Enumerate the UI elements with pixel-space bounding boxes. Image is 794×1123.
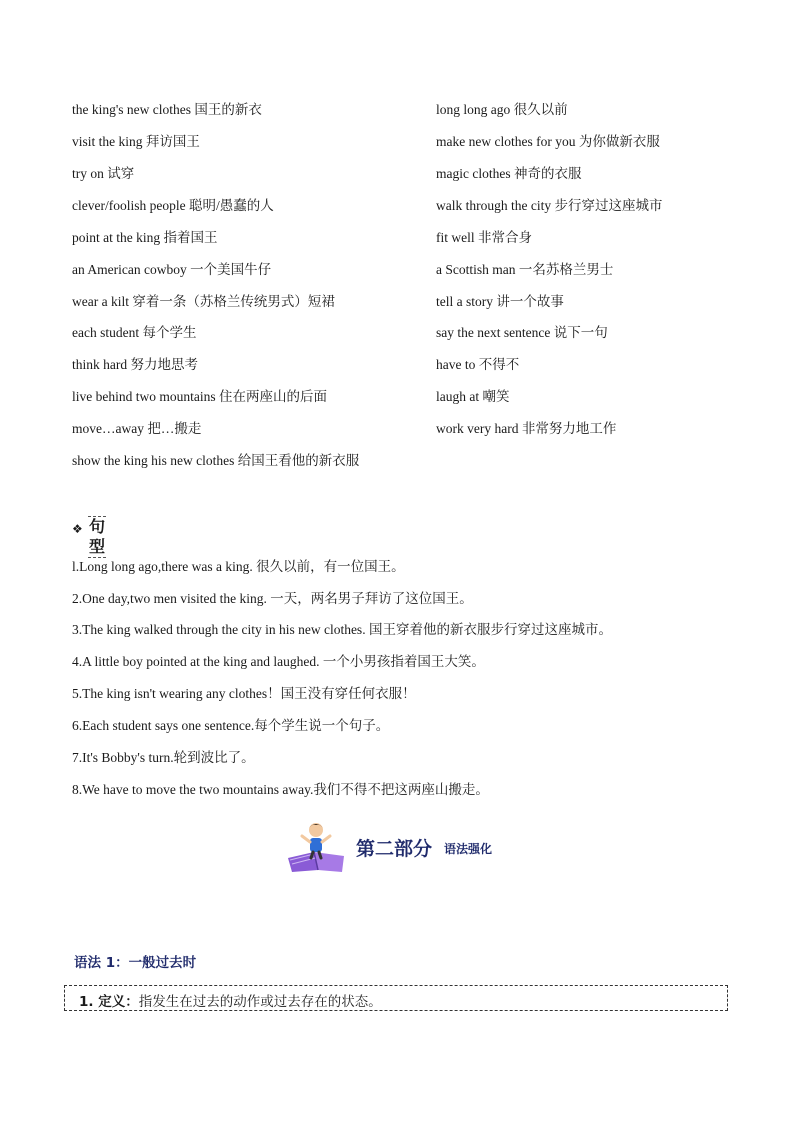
phrase-right-9: have to 不得不 [436,357,520,372]
phrase-right-11: work very hard 非常努力地工作 [436,421,617,436]
phrase-left-2: visit the king 拜访国王 [72,134,200,149]
sentence-3: 3.The king walked through the city in his new clothes. 国王穿着他的新衣服步行穿过这座城市。 [72,622,612,637]
phrase-left-3: try on 试穿 [72,166,135,181]
phrase-left-4: clever/foolish people 聪明/愚蠢的人 [72,198,274,213]
phrase-right-6: a Scottish man 一名苏格兰男士 [436,262,614,277]
phrase-right-1: long long ago 很久以前 [436,102,568,117]
sentence-6: 6.Each student says one sentence.每个学生说一个句子。 [72,718,390,733]
phrase-left-6: an American cowboy 一个美国牛仔 [72,262,272,277]
reading-boy-book-icon [284,818,350,874]
part-title: 第二部分 [356,838,433,860]
phrase-right-10: laugh at 嘲笑 [436,389,510,404]
phrase-right-7: tell a story 讲一个故事 [436,294,564,309]
grammar-title: 语法 1：一般过去时 [74,955,197,971]
sentence-5: 5.The king isn't wearing any clothes！国王没有穿任何衣服！ [72,686,416,701]
phrase-left-1: the king's new clothes 国王的新衣 [72,102,262,117]
section-title: 句型 [89,517,106,556]
sentence-1: l.Long long ago,there was a king. 很久以前，有一位国王。 [72,559,405,574]
phrase-left-5: point at the king 指着国王 [72,230,218,245]
phrase-right-5: fit well 非常合身 [436,230,532,245]
diamond-bullet-icon: ❖ [72,522,83,536]
definition-box [64,985,728,1011]
part-subtitle: 语法强化 [444,842,493,856]
phrase-right-4: walk through the city 步行穿过这座城市 [436,198,663,213]
phrase-left-11: move…away 把…搬走 [72,421,202,436]
phrase-right-8: say the next sentence 说下一句 [436,325,608,340]
sentence-4: 4.A little boy pointed at the king and laughed. 一个小男孩指着国王大笑。 [72,654,485,669]
phrase-left-8: each student 每个学生 [72,325,197,340]
phrase-left-12: show the king his new clothes 给国王看他的新衣服 [72,453,360,468]
sentence-2: 2.One day,two men visited the king. 一天，两名男子拜访了这位国王。 [72,591,473,606]
phrase-right-2: make new clothes for you 为你做新衣服 [436,134,660,149]
phrase-left-10: live behind two mountains 住在两座山的后面 [72,389,327,404]
part-banner [284,818,544,874]
definition-line [79,990,382,1010]
phrase-left-9: think hard 努力地思考 [72,357,198,372]
sentence-7: 7.It's Bobby's turn.轮到波比了。 [72,750,255,765]
sentence-8: 8.We have to move the two mountains away.我们不得不把这两座山搬走。 [72,782,489,797]
phrase-left-7: wear a kilt 穿着一条（苏格兰传统男式）短裙 [72,294,335,309]
definition-text: 指发生在过去的动作或过去存在的状态。 [138,994,382,1010]
definition-label: 1. 定义： [79,994,139,1010]
phrase-right-3: magic clothes 神奇的衣服 [436,166,582,181]
